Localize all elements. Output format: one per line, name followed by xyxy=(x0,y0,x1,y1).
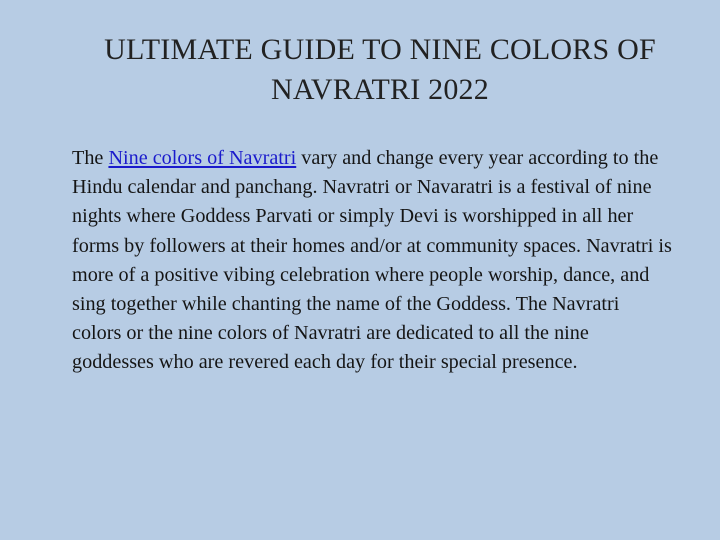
body-paragraph xyxy=(72,144,672,378)
paragraph-intro: The xyxy=(72,147,109,169)
nine-colors-link[interactable]: Nine colors of Navratri xyxy=(108,147,297,169)
slide-title xyxy=(40,30,720,110)
paragraph-body: vary and change every year according to the Hindu calendar and panchang. Navratri or Navaratri is a festival of nine nights where Goddess Parvati or simply Devi is worshipped in all her forms by followers at their homes and/or at community spaces. Navratri is more of a positive vibing celebration where people worship, dance, and sing together while chanting the name of the Goddess. The Navratri colors or the nine colors of Navratri are dedicated to all the nine goddesses who are revered each day for their special presence. xyxy=(72,147,672,374)
slide-title-line-1: ULTIMATE GUIDE TO NINE COLORS OF xyxy=(104,33,656,66)
slide-title-line-2: NAVRATRI 2022 xyxy=(271,73,489,106)
